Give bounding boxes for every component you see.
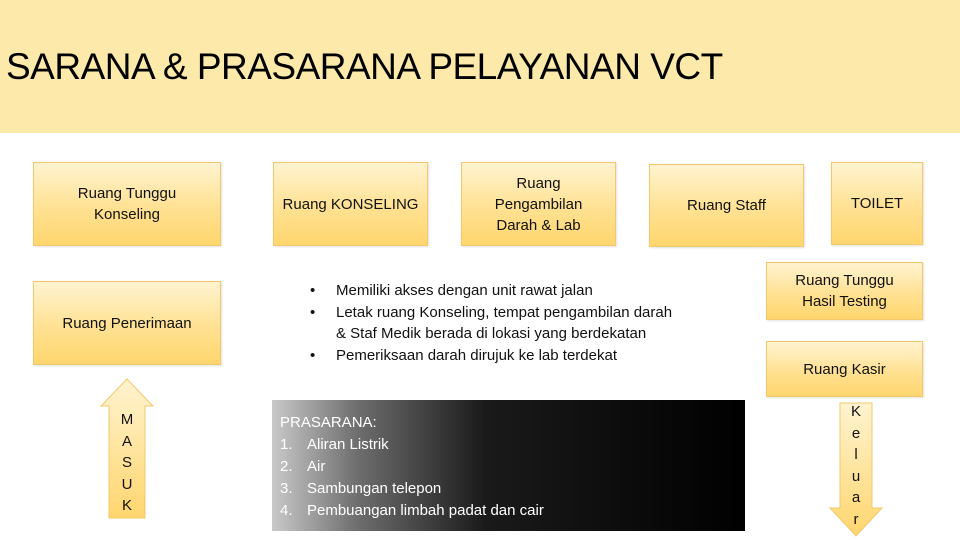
room-label-line: Ruang Tunggu [795, 272, 894, 289]
room-label-line: Ruang [516, 174, 561, 192]
masuk-label: M A S U K [120, 411, 134, 514]
room-pengambilan-darah [461, 162, 616, 246]
bullet-icon: • [310, 346, 316, 364]
room-staff [649, 164, 804, 247]
room-label-line: Pengambilan [494, 195, 583, 213]
list-item: • Memiliki akses dengan unit rawat jalan [306, 280, 676, 302]
room-tunggu-hasil [766, 262, 923, 320]
list-item: • Pemeriksaan darah dirujuk ke lab terdekat [306, 345, 676, 367]
room-label-line: TOILET [850, 195, 904, 212]
room-label-line: Hasil Testing [802, 293, 887, 310]
room-konseling [273, 162, 428, 246]
room-label-line: Ruang Staff [687, 197, 766, 214]
room-label-line: Ruang Tunggu [77, 185, 177, 202]
list-item: 4. Pembuangan limbah padat dan cair [280, 502, 544, 519]
list-item: 2. Air [280, 458, 326, 475]
room-label-line: Konseling [94, 206, 160, 223]
room-toilet [831, 162, 923, 245]
room-label-line: Darah & Lab [496, 216, 581, 234]
prasarana-heading: PRASARANA: [280, 414, 377, 431]
requirements-list [306, 280, 676, 366]
bullet-icon: • [310, 303, 316, 321]
title-banner [0, 0, 960, 133]
room-kasir [766, 341, 923, 397]
room-penerimaan [33, 281, 221, 365]
room-label-line: Ruang Penerimaan [62, 314, 192, 332]
room-label-line: Ruang Kasir [803, 360, 886, 378]
list-item: 1. Aliran Listrik [280, 436, 389, 453]
room-tunggu-konseling [33, 162, 221, 246]
page-title: SARANA & PRASARANA PELAYANAN VCT [6, 46, 723, 87]
bullet-icon: • [310, 282, 316, 299]
prasarana-panel [272, 400, 745, 531]
keluar-label: K e l u a r [850, 403, 861, 528]
room-label-line: Ruang KONSELING [282, 195, 419, 213]
list-item: • Letak ruang Konseling, tempat pengambilan darah & Staf Medik berada di lokasi yang berdekatan [310, 303, 673, 342]
list-item: 3. Sambungan telepon [280, 480, 442, 497]
